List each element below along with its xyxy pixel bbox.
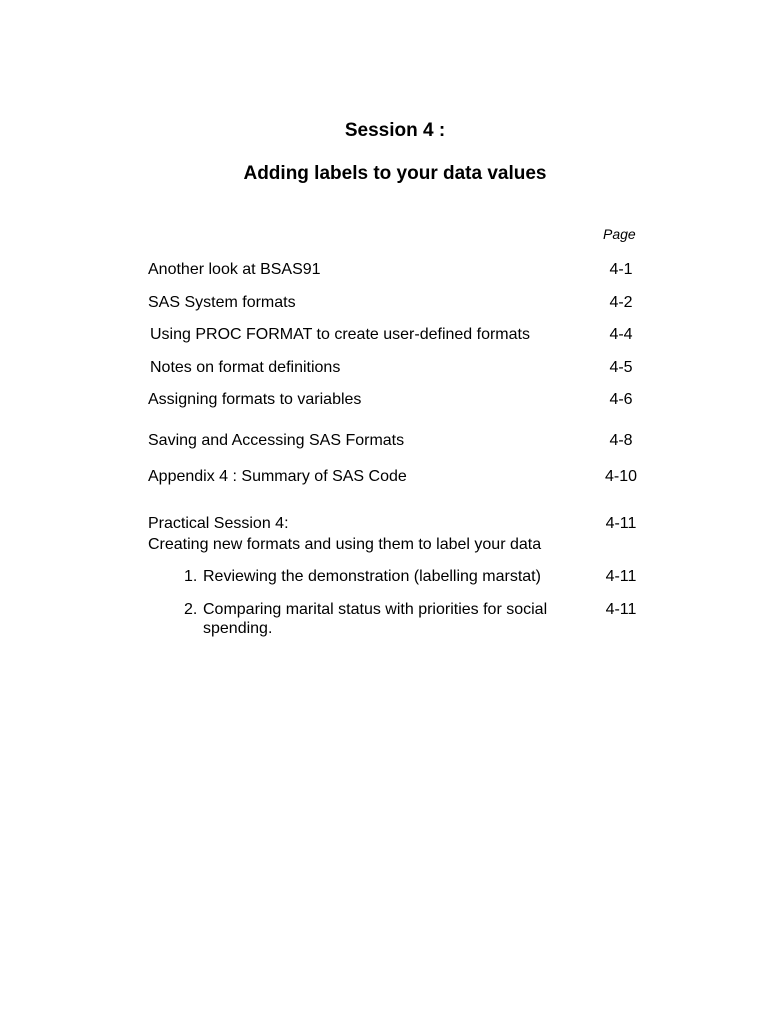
toc-entry-label: Another look at BSAS91 <box>148 261 321 278</box>
toc-entry-label: Saving and Accessing SAS Formats <box>148 432 405 449</box>
toc-entry-label: Assigning formats to variables <box>148 391 362 408</box>
toc-entry-page: 4-4 <box>609 326 633 343</box>
page-column-header: Page <box>603 226 636 242</box>
practical-item-page: 4-11 <box>605 601 637 618</box>
session-title: Session 4 : <box>344 120 446 141</box>
practical-item-number: 1. <box>184 568 198 585</box>
practical-item <box>184 600 547 638</box>
toc-entry-page: 4-6 <box>609 391 633 408</box>
practical-item <box>184 567 541 586</box>
toc-entry-page: 4-5 <box>609 359 633 376</box>
practical-title: Practical Session 4: <box>148 515 289 532</box>
toc-entry-page: 4-2 <box>609 294 633 311</box>
session-subtitle: Adding labels to your data values <box>243 163 547 184</box>
toc-entry-page: 4-8 <box>609 432 633 449</box>
toc-entry-page: 4-10 <box>604 468 638 485</box>
toc-entry-label: Appendix 4 : Summary of SAS Code <box>148 468 407 485</box>
toc-entry-page: 4-1 <box>609 261 633 278</box>
practical-item-label-continued: spending. <box>203 620 273 637</box>
practical-subtitle: Creating new formats and using them to label your data <box>148 536 542 553</box>
toc-entry-label: Notes on format definitions <box>150 359 341 376</box>
toc-entry-label: SAS System formats <box>148 294 296 311</box>
practical-item-number: 2. <box>184 601 198 618</box>
practical-item-label: Comparing marital status with priorities for social <box>203 601 548 618</box>
toc-entry-label: Using PROC FORMAT to create user-defined formats <box>150 326 530 343</box>
practical-page: 4-11 <box>605 515 637 532</box>
practical-item-page: 4-11 <box>605 568 637 585</box>
practical-item-label: Reviewing the demonstration (labelling marstat) <box>203 568 541 585</box>
